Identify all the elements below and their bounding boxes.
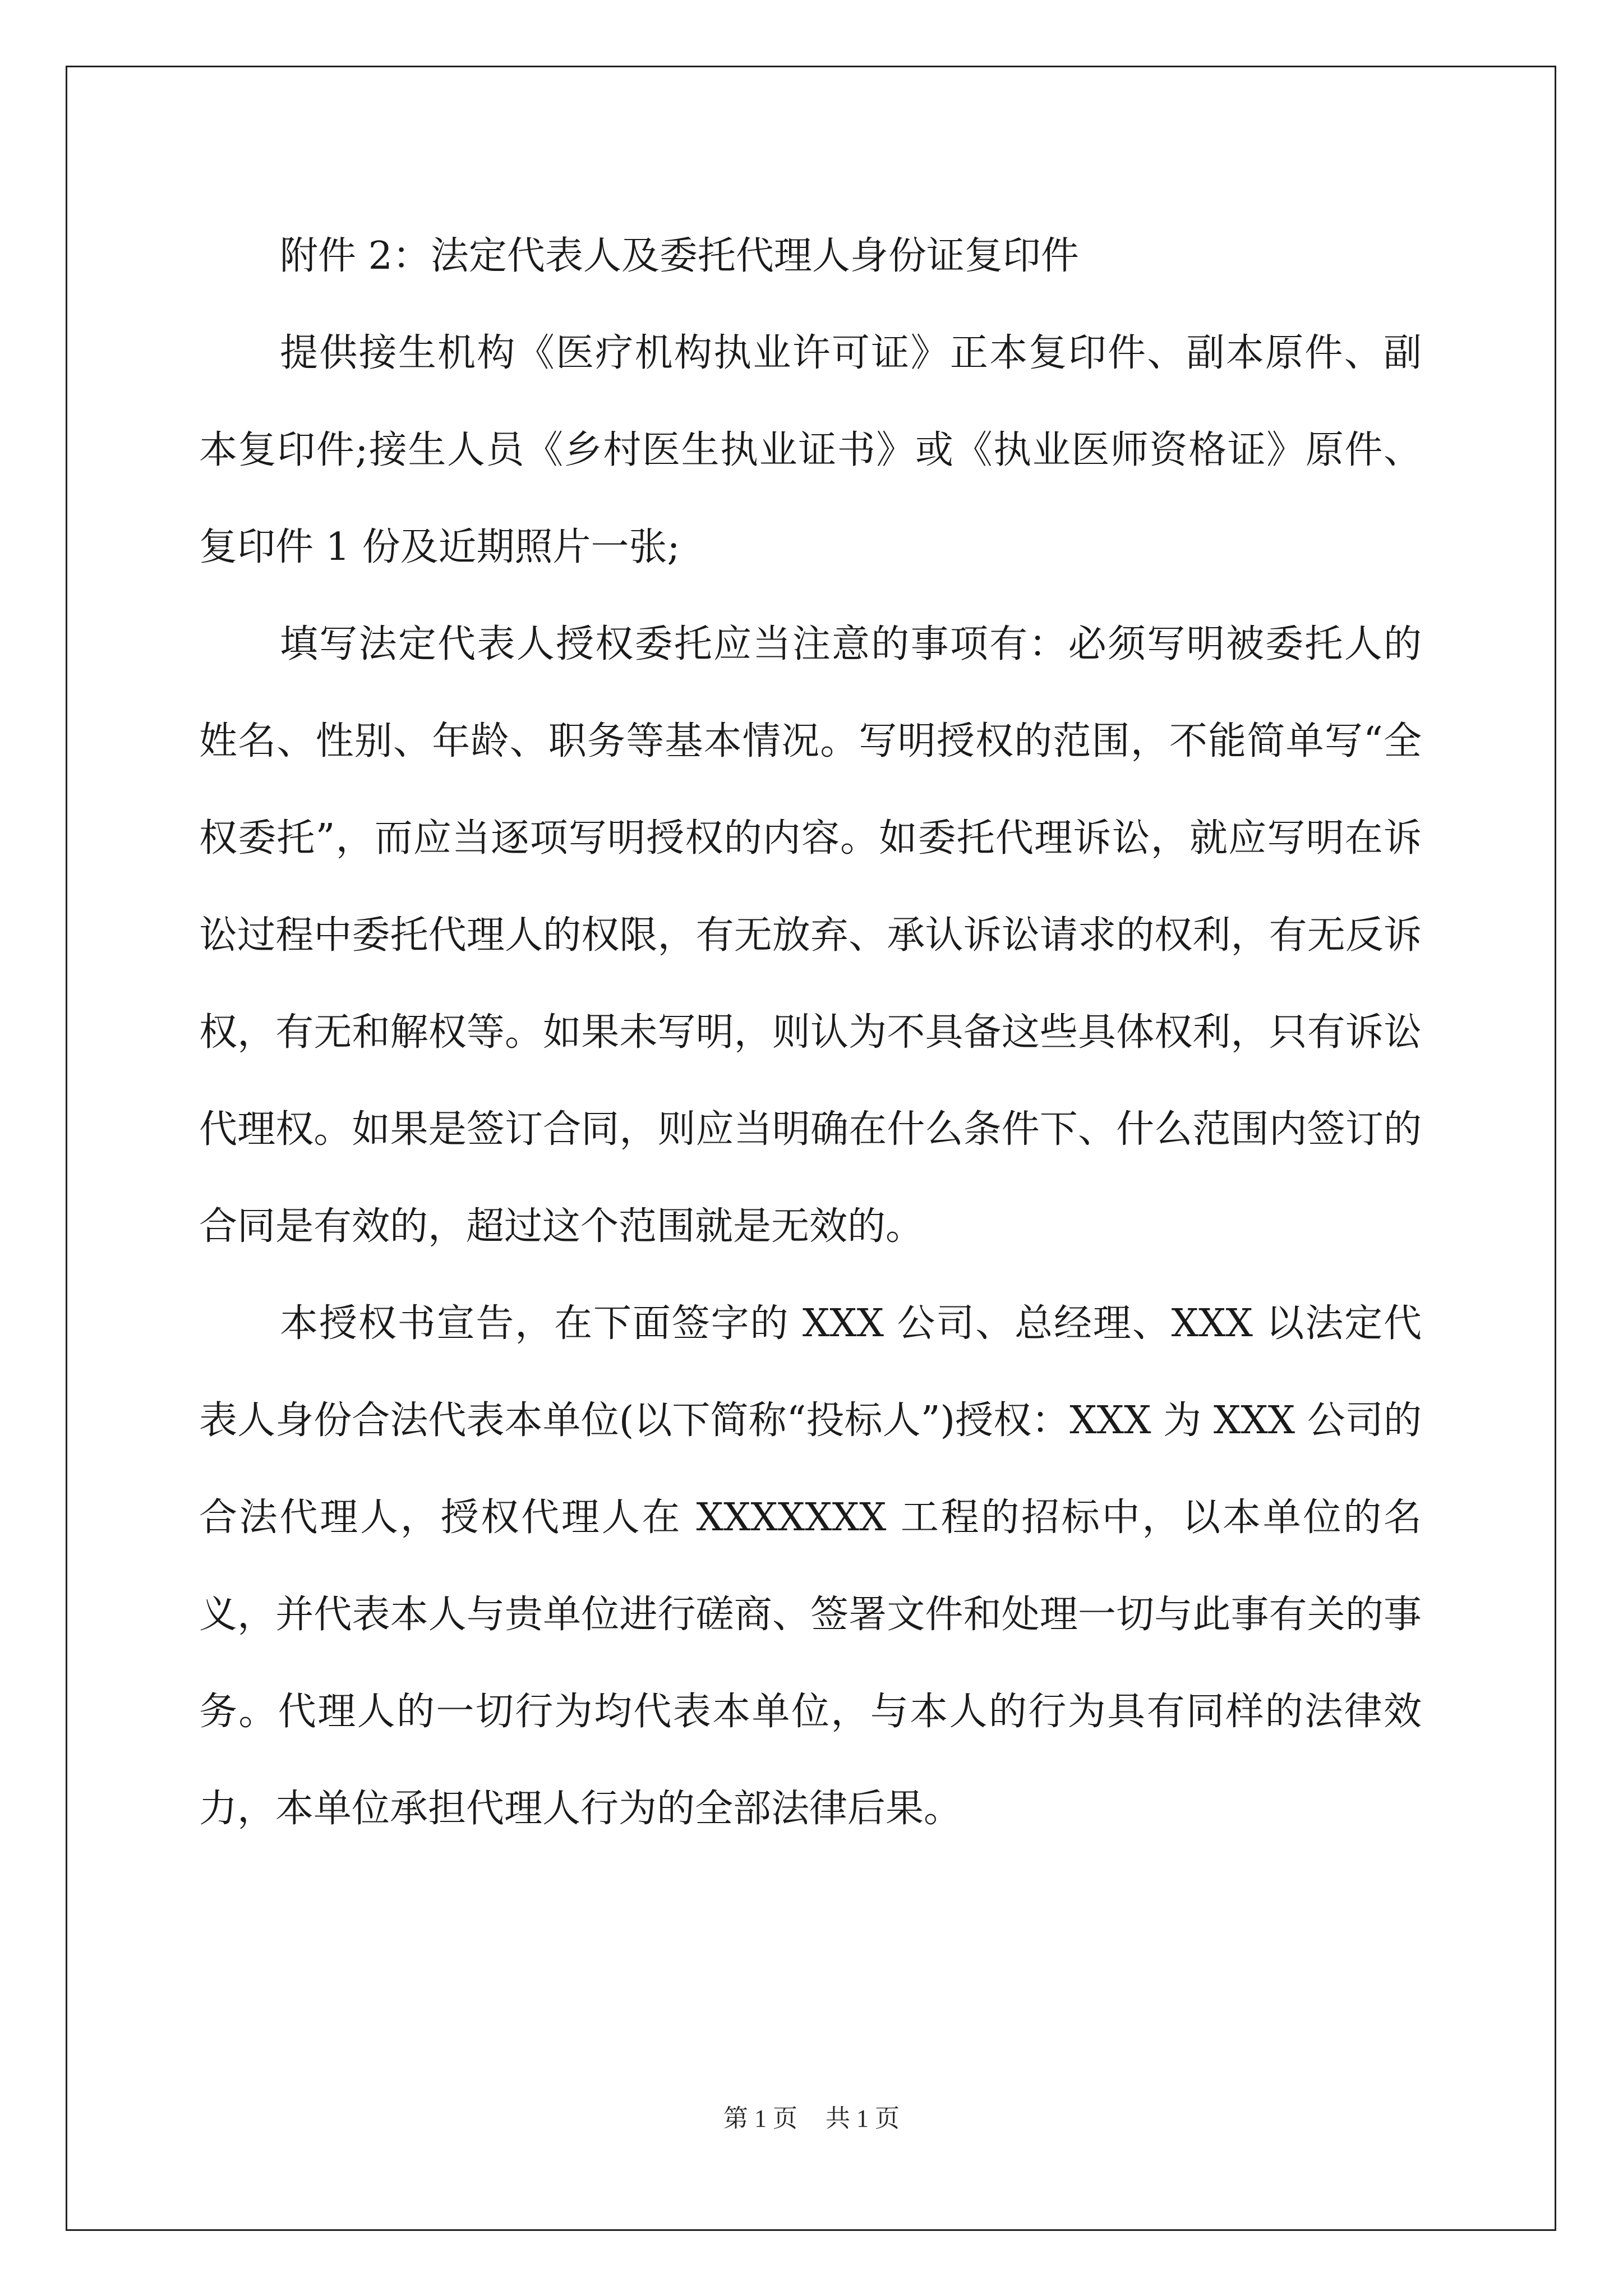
paragraph-authorization-declaration: 本授权书宣告，在下面签字的 XXX 公司、总经理、XXX 以法定代表人身份合法代表本单位(以下简称“投标人”)授权：XXX 为 XXX 公司的合法代理人，授权代理人在 XXXXXXX 工程的招标中，以本单位的名义，并代表本人与贵单位进行磋商、签署文件和处理一切与此事有关的事务。代理人的一切行为均代表本单位，与本人的行为具有同样的法律效力，本单位承担代理人行为的全部法律后果。 <box>199 1301 1422 1831</box>
page-total: 共 1 页 <box>826 2105 900 2132</box>
document-body <box>199 208 1422 1857</box>
paragraph-authorization-notes: 填写法定代表人授权委托应当注意的事项有：必须写明被委托人的姓名、性别、年龄、职务等基本情况。写明授权的范围，不能简单写“全权委托”，而应当逐项写明授权的内容。如委托代理诉讼，就应写明在诉讼过程中委托代理人的权限，有无放弃、承认诉讼请求的权利，有无反诉权，有无和解权等。如果未写明，则认为不具备这些具体权利，只有诉讼代理权。如果是签订合同，则应当明确在什么条件下、什么范围内签订的合同是有效的，超过这个范围就是无效的。 <box>199 622 1422 1249</box>
page-footer <box>0 2098 1623 2134</box>
paragraph-documents-required: 提供接生机构《医疗机构执业许可证》正本复印件、副本原件、副本复印件;接生人员《乡村医生执业证书》或《执业医师资格证》原件、复印件 1 份及近期照片一张; <box>199 331 1422 569</box>
attachment-heading: 附件 2：法定代表人及委托代理人身份证复印件 <box>280 234 1079 278</box>
page-number: 第 1 页 <box>723 2105 797 2132</box>
